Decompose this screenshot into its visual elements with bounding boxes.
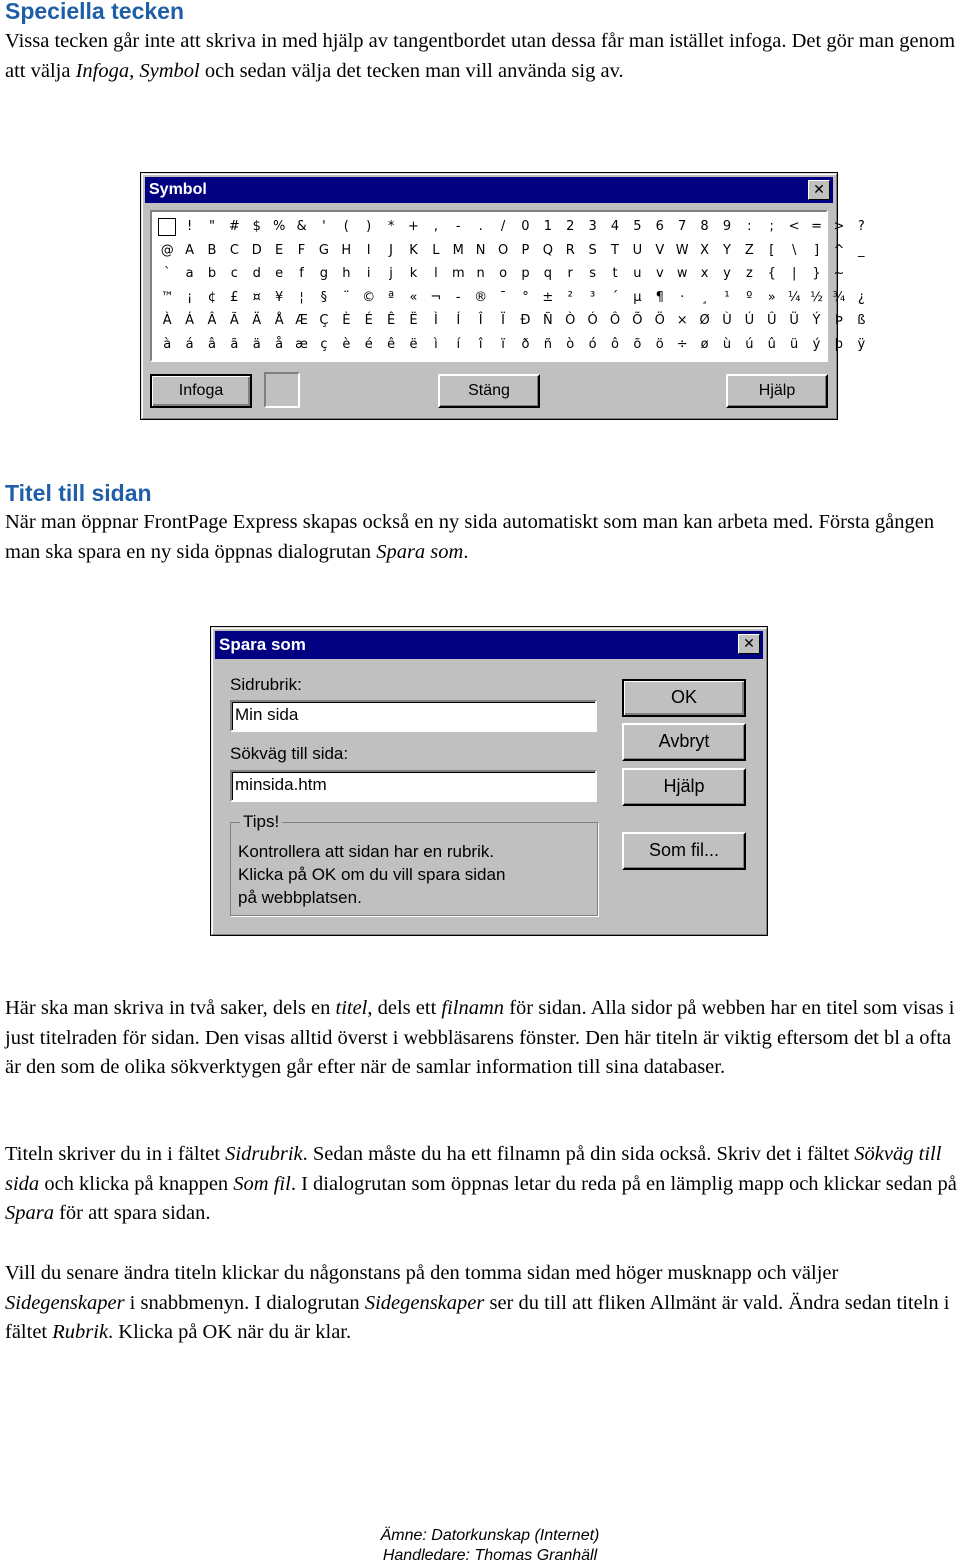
symbol-cell[interactable]: ¸ [701, 289, 708, 305]
symbol-cell[interactable]: ; [769, 219, 774, 234]
paragraph-enter-title: Titeln skriver du in i fältet Sidrubrik. Sedan måste du ha ett filnamn på din sida också. Skriv det i fältet Sökväg till sida och klicka på knappen Som fil. I dialogrutan som öppnas letar du reda på en lämplig mapp och klickar sedan på Spara för att spara sidan. [5, 1143, 957, 1224]
symbol-cell[interactable]: X [700, 242, 710, 258]
symbol-cell[interactable]: A [185, 242, 195, 258]
symbol-cell[interactable]: ù [722, 336, 732, 352]
symbol-cell[interactable]: ` [163, 266, 171, 281]
symbol-cell[interactable]: à [163, 336, 172, 352]
symbol-cell[interactable]: O [497, 242, 509, 258]
symbol-cell[interactable]: Ä [252, 313, 262, 328]
symbol-cell[interactable]: ÷ [676, 336, 688, 352]
symbol-cell[interactable]: ™ [160, 289, 174, 305]
symbol-cell[interactable]: Í [456, 313, 461, 328]
symbol-cell[interactable]: b [207, 266, 217, 281]
symbol-cell[interactable]: R [565, 242, 575, 258]
symbol-cell[interactable]: ÿ [857, 336, 866, 352]
symbol-cell[interactable]: ¨ [343, 289, 350, 305]
symbol-cell[interactable]: Q [542, 242, 553, 258]
symbol-cell[interactable]: 5 [633, 219, 642, 234]
symbol-cell[interactable]: H [341, 242, 352, 258]
symbol-cell[interactable]: ú [745, 336, 754, 352]
symbol-cell[interactable]: N [475, 242, 486, 258]
symbol-cell[interactable]: ó [588, 336, 597, 352]
symbol-cell[interactable]: ý [812, 336, 821, 352]
symbol-cell[interactable]: Ý [812, 313, 821, 328]
symbol-cell[interactable]: þ [834, 336, 844, 352]
symbol-row [156, 240, 873, 262]
symbol-cell[interactable]: × [676, 313, 688, 328]
symbol-cell[interactable]: ² [567, 289, 573, 305]
symbol-cell[interactable]: ¾ [832, 289, 846, 305]
symbol-cell[interactable]: t [612, 266, 618, 281]
symbol-cell[interactable]: Ú [744, 313, 755, 328]
symbol-cell[interactable]: 7 [678, 219, 687, 234]
symbol-cell[interactable]: _ [858, 242, 865, 258]
symbol-cell[interactable]: = [811, 219, 822, 234]
symbol-cell[interactable]: ï [501, 336, 505, 352]
symbol-cell[interactable]: f [299, 266, 304, 281]
symbol-cell[interactable]: ~ [833, 266, 845, 281]
page-path-input[interactable]: minsida.htm [230, 770, 597, 802]
symbol-cell[interactable]: Õ [632, 313, 643, 328]
paragraph-change-title: Vill du senare ändra titeln klickar du någonstans på den tomma sidan med höger musknapp och väljer Sidegenskaper i snabbmenyn. I dialogrutan Sidegenskaper ser du till att fliken Allmänt är vald. Ändra sedan titeln i fältet Rubrik. Klicka på OK när du är klar. [5, 1262, 950, 1343]
cancel-button[interactable]: Avbryt [622, 723, 746, 761]
symbol-cell[interactable]: ¼ [787, 289, 801, 305]
symbol-row [156, 310, 873, 332]
symbol-cell[interactable]: æ [295, 336, 308, 352]
symbol-cell[interactable]: j [389, 266, 393, 281]
symbol-cell[interactable]: 4 [610, 219, 620, 234]
symbol-row [156, 287, 873, 309]
symbol-cell[interactable]: ° [522, 289, 529, 305]
symbol-cell[interactable]: ß [857, 313, 866, 328]
symbol-cell[interactable]: Û [766, 313, 777, 328]
symbol-cell[interactable]: Y [722, 242, 731, 258]
symbol-cell[interactable]: À [162, 313, 172, 328]
symbol-cell[interactable]: " [208, 219, 215, 234]
symbol-cell[interactable]: 8 [700, 219, 709, 234]
symbol-cell[interactable]: m [451, 266, 465, 281]
symbol-preview [264, 372, 300, 408]
symbol-cell[interactable]: © [362, 289, 376, 305]
symbol-cell[interactable]: ì [434, 336, 438, 352]
symbol-cell[interactable]: Ã [229, 313, 239, 328]
symbol-cell[interactable]: ô [611, 336, 619, 352]
symbol-cell[interactable]: ³ [590, 289, 596, 305]
symbol-cell[interactable]: K [409, 242, 418, 258]
symbol-cell[interactable]: u [633, 266, 642, 281]
symbol-cell[interactable]: \ [791, 242, 797, 258]
symbol-cell[interactable]: Î [478, 313, 483, 328]
symbol-cell[interactable]: Ô [609, 313, 621, 328]
symbol-cell[interactable]: ä [252, 336, 261, 352]
symbol-cell[interactable]: L [432, 242, 440, 258]
symbol-cell[interactable]: ¢ [207, 289, 217, 305]
paragraph-page-title: När man öppnar FrontPage Express skapas också en ny sida automatiskt som man kan arbeta med. Första gången man ska spara en ny sida öppnas dialogrutan Spara som. [5, 511, 935, 563]
symbol-cell[interactable]: ´ [611, 289, 619, 305]
symbol-cell[interactable]: Þ [834, 313, 843, 328]
symbol-cell[interactable]: Ù [722, 313, 732, 328]
symbol-cell[interactable]: ¹ [724, 289, 730, 305]
symbol-cell[interactable]: E [275, 242, 284, 258]
symbol-cell[interactable]: / [500, 219, 506, 234]
symbol-cell[interactable]: · [680, 289, 685, 305]
footer-subject: Ämne: Datorkunskap (Internet) [380, 1527, 600, 1544]
symbol-cell[interactable]: È [342, 313, 351, 328]
symbol-cell[interactable]: ê [387, 336, 396, 352]
symbol-cell[interactable]: - [455, 289, 461, 305]
symbol-cell[interactable]: « [409, 289, 418, 305]
symbol-cell[interactable]: 3 [588, 219, 597, 234]
symbol-cell[interactable]: . [478, 219, 483, 234]
symbol-cell[interactable]: i [366, 266, 371, 281]
symbol-cell[interactable]: - [455, 219, 461, 234]
symbol-row [156, 334, 873, 356]
symbol-cell[interactable]: ã [230, 336, 239, 352]
symbol-cell[interactable]: ø [700, 336, 709, 352]
symbol-cell[interactable]: ( [343, 219, 349, 234]
symbol-cell[interactable]: Ø [699, 313, 710, 328]
symbol-row [156, 216, 873, 238]
symbol-cell[interactable]: k [409, 266, 418, 281]
symbol-cell[interactable]: < [788, 219, 800, 234]
symbol-cell[interactable] [850, 263, 872, 285]
symbol-row [156, 263, 873, 285]
symbol-cell[interactable]: µ [633, 289, 642, 305]
symbol-cell[interactable]: ª [388, 289, 395, 305]
symbol-cell[interactable]: l [434, 266, 438, 281]
page-title-input[interactable]: Min sida [230, 700, 597, 732]
symbol-cell[interactable]: õ [633, 336, 642, 352]
symbol-cell[interactable]: Ö [654, 313, 665, 328]
symbol-cell[interactable]: Ñ [542, 313, 553, 328]
symbol-cell[interactable]: á [185, 336, 194, 352]
paragraph-special-characters: Vissa tecken går inte att skriva in med hjälp av tangentbordet utan dessa får man istället infoga. Det gör man genom att välja Infoga, Symbol och sedan välja det tecken man vill använda sig av. [5, 30, 956, 82]
symbol-cell[interactable]: * [387, 219, 395, 234]
heading-page-title: Titel till sidan [5, 480, 152, 506]
symbol-cell[interactable]: ) [366, 219, 372, 234]
symbol-cell[interactable]: Ò [565, 313, 576, 328]
symbol-cell[interactable]: B [207, 242, 217, 258]
symbol-cell[interactable]: D [251, 242, 262, 258]
symbol-cell[interactable]: 1 [543, 219, 552, 234]
symbol-cell[interactable]: § [320, 289, 328, 305]
symbol-cell[interactable]: J [389, 242, 394, 258]
symbol-cell[interactable]: Ü [789, 313, 799, 328]
symbol-cell[interactable]: M [452, 242, 464, 258]
save-as-title: Spara som [219, 635, 306, 654]
symbol-cell[interactable]: n [476, 266, 485, 281]
symbol-cell[interactable]: ® [474, 289, 488, 305]
symbol-cell[interactable]: é [364, 336, 373, 352]
symbol-cell[interactable]: y [723, 266, 731, 281]
symbol-cell[interactable]: p [521, 266, 530, 281]
symbol-cell[interactable]: q [543, 266, 552, 281]
symbol-cell[interactable]: è [342, 336, 351, 352]
symbol-cell[interactable]: 6 [655, 219, 664, 234]
symbol-cell[interactable]: ^ [833, 242, 845, 258]
symbol-cell[interactable]: î [478, 336, 483, 352]
page-title-label: Sidrubrik: [230, 675, 302, 694]
symbol-cell[interactable]: : [747, 219, 752, 234]
symbol-cell[interactable]: ¡ [186, 289, 193, 305]
symbol-cell[interactable]: d [252, 266, 261, 281]
symbol-cell[interactable]: Ç [319, 313, 329, 328]
symbol-cell[interactable]: @ [160, 242, 174, 258]
symbol-cell[interactable]: & [296, 219, 307, 234]
symbol-cell[interactable]: S [588, 242, 597, 258]
page-path-label: Sökväg till sida: [230, 744, 349, 763]
symbol-cell[interactable]: { [767, 266, 776, 281]
symbol-cell[interactable]: ¯ [499, 289, 507, 305]
symbol-cell[interactable]: e [275, 266, 284, 281]
symbol-cell[interactable]: º [746, 289, 753, 305]
symbol-cell[interactable]: Ì [433, 313, 438, 328]
symbol-cell[interactable]: | [791, 266, 797, 281]
symbol-cell[interactable]: â [207, 336, 216, 352]
symbol-cell[interactable]: Å [274, 313, 284, 328]
symbol-cell[interactable]: Ë [409, 313, 418, 328]
footer-instructor: Handledare: Thomas Granhäll [382, 1547, 598, 1564]
symbol-dialog-title: Symbol [149, 181, 207, 198]
symbol-cell[interactable]: w [676, 266, 688, 281]
symbol-cell[interactable]: U [632, 242, 643, 258]
symbol-cell[interactable]: [ [769, 242, 775, 258]
symbol-cell[interactable]: ] [813, 242, 820, 258]
symbol-cell[interactable]: ¥ [275, 289, 284, 305]
symbol-cell[interactable]: g [319, 266, 329, 281]
symbol-cell[interactable]: > [833, 219, 845, 234]
symbol-cell[interactable]: s [589, 266, 596, 281]
symbol-cell[interactable]: ç [320, 336, 328, 352]
symbol-cell[interactable]: r [567, 266, 573, 281]
insert-button[interactable]: Infoga [150, 374, 252, 408]
symbol-cell[interactable]: ¿ [857, 289, 865, 305]
close-button[interactable]: Stäng [438, 374, 540, 408]
symbol-cell[interactable]: c [230, 266, 238, 281]
symbol-cell[interactable] [156, 216, 178, 238]
heading-special-characters: Speciella tecken [5, 0, 184, 24]
symbol-cell[interactable]: Á [185, 313, 195, 328]
symbol-cell[interactable]: Ó [587, 313, 598, 328]
symbol-cell[interactable]: ñ [543, 336, 552, 352]
symbol-cell[interactable]: Ï [501, 313, 505, 328]
symbol-cell[interactable]: W [675, 242, 689, 258]
symbol-cell[interactable]: G [318, 242, 329, 258]
symbol-cell[interactable]: 0 [521, 219, 530, 234]
symbol-cell[interactable]: x [700, 266, 709, 281]
symbol-cell[interactable]: ò [566, 336, 575, 352]
symbol-cell[interactable]: å [275, 336, 284, 352]
close-icon[interactable]: ✕ [808, 180, 830, 200]
symbol-cell[interactable]: í [456, 336, 461, 352]
symbol-cell[interactable]: $ [252, 219, 261, 234]
save-as-titlebar [215, 631, 763, 659]
symbol-cell[interactable]: ¦ [299, 289, 304, 305]
ok-button[interactable]: OK [622, 679, 746, 717]
symbol-cell[interactable]: ! [186, 219, 193, 234]
symbol-cell[interactable]: Æ [295, 313, 308, 328]
symbol-cell[interactable]: # [228, 219, 240, 234]
symbol-cell[interactable]: ð [521, 336, 530, 352]
symbol-cell[interactable]: } [812, 266, 821, 281]
symbol-cell[interactable]: F [297, 242, 306, 258]
symbol-cell[interactable]: £ [230, 289, 239, 305]
symbol-cell[interactable]: ¬ [430, 289, 442, 305]
symbol-cell[interactable]: Z [744, 242, 754, 258]
symbol-cell[interactable]: » [767, 289, 776, 305]
symbol-cell[interactable]: ? [857, 219, 865, 234]
symbol-cell[interactable]: , [433, 219, 438, 234]
symbol-cell[interactable]: a [185, 266, 194, 281]
help-button[interactable]: Hjälp [726, 374, 828, 408]
paragraph-title-and-filename: Här ska man skriva in två saker, dels en titel, dels ett filnamn för sidan. Alla sidor på webben har en titel som visas i just titelraden för sidan. Den visas alltid överst i webbläsarens fönster. Den här titeln är viktig eftersom det bl a ofta är den som de olika sökverktygen går efter när de samlar information till sina databaser. [5, 997, 955, 1078]
symbol-cell[interactable]: ¤ [252, 289, 261, 305]
symbol-cell[interactable]: C [229, 242, 239, 258]
symbol-grid[interactable] [150, 210, 866, 362]
symbol-cell[interactable]: I [366, 242, 371, 258]
symbol-cell[interactable]: ± [542, 289, 554, 305]
symbol-cell[interactable]: É [364, 313, 373, 328]
symbol-cell[interactable]: ö [655, 336, 664, 352]
symbol-cell[interactable]: ' [322, 219, 326, 234]
close-icon[interactable]: ✕ [738, 634, 760, 654]
symbol-cell[interactable]: Ê [386, 313, 396, 328]
symbol-cell[interactable]: P [521, 242, 530, 258]
symbol-cell[interactable]: h [342, 266, 351, 281]
symbol-cell[interactable]: ¶ [655, 289, 664, 305]
symbol-cell[interactable]: v [655, 266, 664, 281]
tips-label: Tips! [240, 812, 282, 832]
symbol-dialog-titlebar [145, 177, 833, 203]
symbol-cell[interactable]: ü [790, 336, 799, 352]
symbol-cell[interactable]: T [611, 242, 619, 258]
symbol-cell[interactable]: Â [207, 313, 217, 328]
symbol-cell[interactable]: V [655, 242, 665, 258]
symbol-cell[interactable]: û [767, 336, 776, 352]
symbol-cell[interactable]: ë [409, 336, 418, 352]
symbol-cell[interactable]: Ð [520, 313, 531, 328]
symbol-cell[interactable]: z [745, 266, 753, 281]
save-as-file-button[interactable]: Som fil... [622, 832, 746, 870]
symbol-cell[interactable]: % [272, 219, 286, 234]
tips-text: Kontrollera att sidan har en rubrik. Klicka på OK om du vill spara sidan på webbplatsen. [238, 842, 506, 907]
symbol-cell[interactable]: 9 [722, 219, 732, 234]
symbol-cell[interactable]: o [499, 266, 508, 281]
symbol-cell[interactable]: ½ [810, 289, 823, 305]
help-button[interactable]: Hjälp [622, 768, 746, 806]
symbol-cell[interactable]: + [408, 219, 419, 234]
symbol-cell[interactable]: 2 [566, 219, 575, 234]
